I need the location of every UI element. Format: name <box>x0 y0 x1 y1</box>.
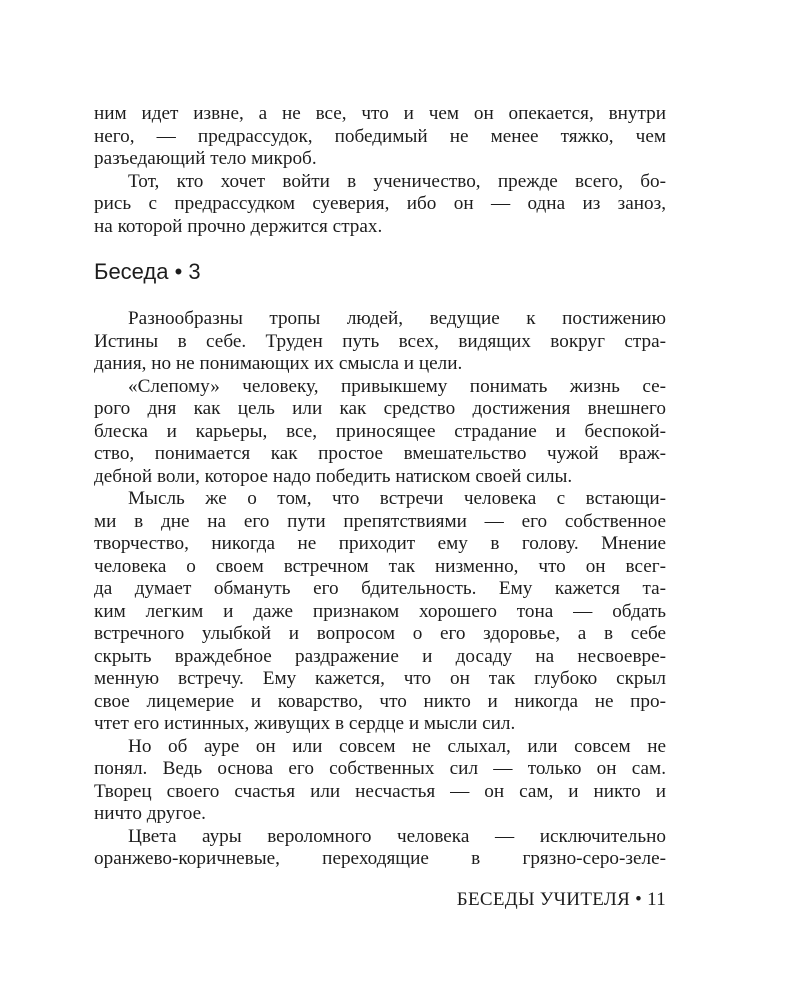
text-line: «Слепому» человеку, привыкшему понимать жизнь се- <box>128 375 666 397</box>
text-line: Цвета ауры вероломного человека — исключительно <box>128 825 666 847</box>
text-line: скрыть враждебное раздражение и досаду на несвоевре- <box>94 645 666 667</box>
text-line: ми в дне на его пути препятствиями — его собственное <box>94 510 666 532</box>
text-line: блеска и карьеры, все, приносящее страдание и беспокой- <box>94 420 666 442</box>
text-line: оранжево-коричневые, переходящие в грязно-серо-зеле- <box>94 848 666 869</box>
top-paragraphs <box>94 103 666 238</box>
text-line: рого дня как цель или как средство достижения внешнего <box>94 398 666 419</box>
main-paragraphs <box>94 308 666 871</box>
text-line: Истины в себе. Труден путь всех, видящих вокруг стра- <box>94 330 666 352</box>
text-line: Тот, кто хочет войти в ученичество, прежде всего, бо- <box>128 170 666 192</box>
text-line: ство, понимается как простое вмешательство чужой враж- <box>94 443 666 464</box>
text-line: ким легким и даже признаком хорошего тона — обдать <box>94 600 666 622</box>
text-line: творчество, никогда не приходит ему в голову. Мнение <box>94 533 666 554</box>
text-line: понял. Ведь основа его собственных сил — только он сам. <box>94 758 666 779</box>
text-line: встречного улыбкой и вопросом о его здоровье, а в себе <box>94 623 666 644</box>
text-line: разъедающий тело микроб. <box>94 148 317 169</box>
text-line: Творец своего счастья или несчастья — он сам, и никто и <box>94 780 666 802</box>
text-line: ничто другое. <box>94 803 206 824</box>
section-heading: Беседа • 3 <box>94 259 201 284</box>
text-line: дания, но не понимающих их смысла и цели. <box>94 353 463 374</box>
running-footer: БЕСЕДЫ УЧИТЕЛЯ • 11 <box>456 889 666 910</box>
text-line: менную встречу. Ему кажется, что он так глубоко скрыл <box>94 668 666 689</box>
text-line: него, — предрассудок, победимый не менее тяжко, чем <box>94 125 666 147</box>
text-line: свое лицемерие и коварство, что никто и никогда не про- <box>94 690 666 712</box>
text-line: Разнообразны тропы людей, ведущие к постижению <box>128 308 666 329</box>
text-line: на которой прочно держится страх. <box>94 215 383 237</box>
text-line: Мысль же о том, что встречи человека с встающи- <box>128 488 666 509</box>
text-line: человека о своем встречном так низменно, что он всег- <box>94 555 666 577</box>
text-line: Но об ауре он или совсем не слыхал, или совсем не <box>128 735 666 757</box>
text-line: ним идет извне, а не все, что и чем он опекается, внутри <box>94 103 666 124</box>
text-line: чтет его истинных, живущих в сердце и мысли сил. <box>94 713 516 734</box>
text-line: дебной воли, которое надо победить натиском своей силы. <box>94 465 573 487</box>
text-line: рись с предрассудком суеверия, ибо он — одна из заноз, <box>94 193 666 214</box>
text-line: да думает обмануть его бдительность. Ему кажется та- <box>94 578 666 599</box>
